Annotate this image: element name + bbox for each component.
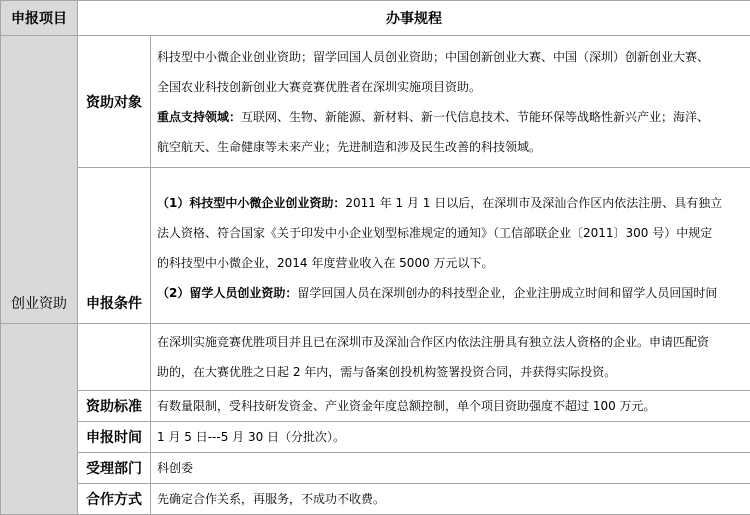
condition-1-title: （1）科技型中小微企业创业资助： [157,196,345,210]
label-time: 申报时间 [78,422,151,453]
table-row [1,168,750,324]
table-header-row [1,1,750,36]
target-line-2: 全国农业科技创新创业大赛竞赛优胜者在深圳实施项目资助。 [157,72,744,102]
conditions-line-4 [157,278,744,308]
content-coop [151,484,750,515]
table-row [1,391,750,422]
time-text: 1 月 5 日---5 月 30 日（分批次）。 [157,422,744,452]
standard-text: 有数量限制，受科技研发资金、产业资金年度总额控制，单个项目资助强度不超过 100 万元。 [157,391,744,421]
focus-area-text: 互联网、生物、新能源、新材料、新一代信息技术、节能环保等战略性新兴产业；海洋、 [241,110,709,124]
competition-line-2: 助的，在大赛优胜之日起 2 年内，需与备案创投机构签署投资合同，并获得实际投资。 [157,357,744,387]
label-coop: 合作方式 [78,484,151,515]
dept-text: 科创委 [157,453,744,483]
content-standard [151,391,750,422]
focus-area-label: 重点支持领域： [157,110,241,124]
competition-line-1: 在深圳实施竞赛优胜项目并且已在深圳市及深汕合作区内依法注册具有独立法人资格的企业。申请匹配资 [157,327,744,357]
category-cell-bottom [1,324,78,515]
label-standard: 资助标准 [78,391,151,422]
conditions-line-2: 法人资格、符合国家《关于印发中小企业划型标准规定的通知》（工信部联企业〔2011〕300 号）中规定 [157,218,744,248]
content-conditions [151,168,750,324]
category-cell-top [1,36,78,324]
table-row [1,36,750,168]
coop-text: 先确定合作关系，再服务，不成功不收费。 [157,484,744,514]
label-conditions: 申报条件 [78,168,151,324]
header-procedure-cell: 办事规程 [78,1,750,36]
content-time [151,422,750,453]
table-row [1,422,750,453]
table-row [1,324,750,391]
label-empty [78,324,151,391]
condition-2-title: （2）留学人员创业资助： [157,286,297,300]
table-row [1,484,750,515]
header-project-cell: 申报项目 [1,1,78,36]
target-line-1: 科技型中小微企业创业资助；留学回国人员创业资助；中国创新创业大赛、中国（深圳）创新创业大赛、 [157,42,744,72]
conditions-line-3: 的科技型中小微企业，2014 年度营业收入在 5000 万元以下。 [157,248,744,278]
content-competition [151,324,750,391]
category-label: 创业资助 [11,296,67,312]
label-target: 资助对象 [78,36,151,168]
conditions-line-1 [157,188,744,218]
condition-1-text: 2011 年 1 月 1 日以后，在深圳市及深汕合作区内依法注册、具有独立 [345,196,722,210]
target-line-3 [157,102,744,132]
content-dept [151,453,750,484]
condition-2-text: 留学回国人员在深圳创办的科技型企业，企业注册成立时间和留学人员回国时间 [297,286,717,300]
label-dept: 受理部门 [78,453,151,484]
target-line-4: 航空航天、生命健康等未来产业；先进制造和涉及民生改善的科技领域。 [157,132,744,162]
content-target [151,36,750,168]
table-row [1,453,750,484]
